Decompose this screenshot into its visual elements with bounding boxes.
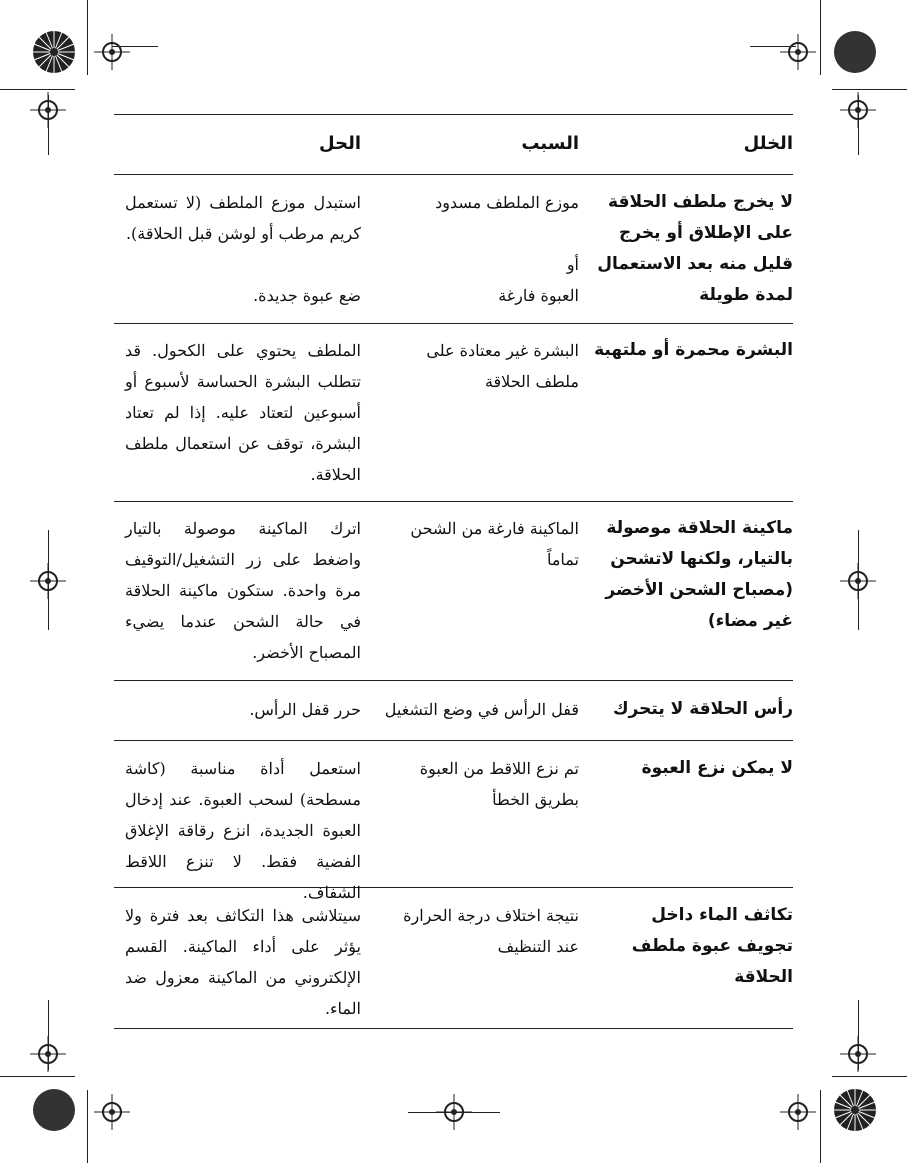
crop-line [408,1112,500,1113]
crop-line [87,0,88,75]
table-row-solution: سيتلاشى هذا التكاثف بعد فترة ولا يؤثر على أداء الماكينة. القسم الإلكتروني من الماكينة معزول ضد الماء. [125,906,361,1018]
table-row-solution: استعمل أداة مناسبة (كاشة مسطحة) لسحب العبوة. عند إدخال العبوة الجديدة، انزع رقاقة الإغلاق الفضية فقط. لا تنزع اللاقط الشفاف. [125,759,361,902]
registration-target-icon [780,34,816,70]
starburst-calibration-icon [32,30,76,74]
table-row-cause: البشرة غير معتادة على ملطف الحلاقة [426,341,579,391]
table-row-problem: لا يخرج ملطف الحلاقة على الإطلاق أو يخرج قليل منه بعد الاستعمال لمدة طويلة [597,192,793,305]
crop-line [820,1090,821,1163]
crop-line [750,46,796,47]
registration-target-icon [94,34,130,70]
header-solution: الحل [319,133,361,154]
crop-line [832,1076,907,1077]
table-row-problem: ماكينة الحلاقة موصولة بالتيار، ولكنها لاتشحن (مصباح الشحن الأخضر غير مضاء) [605,518,793,631]
crop-line [858,95,859,155]
header-cause: السبب [521,133,579,154]
table-row-cause: نتيجة اختلاف درجة الحرارة عند التنظيف [403,906,579,956]
crop-line [832,89,907,90]
table-row-problem: تكاثف الماء داخل تجويف عبوة ملطف الحلاقة [631,905,793,987]
table-row-cause: الماكينة فارغة من الشحن تماماً [410,519,579,569]
crop-line [87,1090,88,1163]
registration-target-icon [780,1094,816,1130]
starburst-calibration-icon [833,1088,877,1132]
table-rule [114,114,793,115]
table-row-cause: موزع الملطف مسدود أو العبوة فارغة [435,193,579,305]
solid-calibration-disc-icon [833,30,877,74]
crop-line [112,46,158,47]
crop-line [48,530,49,630]
crop-line [48,1000,49,1070]
solid-calibration-disc-icon [32,1088,76,1132]
table-rule [114,501,793,502]
table-rule [114,740,793,741]
table-row-solution: الملطف يحتوي على الكحول. قد تتطلب البشرة الحساسة لأسبوع أو أسبوعين لتعتاد عليه. إذا لم تعتاد البشرة، توقف عن استعمال ملطف الحلاقة. [125,341,361,484]
table-row-cause: قفل الرأس في وضع التشغيل [384,700,579,719]
table-row-solution: استبدل موزع الملطف (لا تستعمل كريم مرطب أو لوشن قبل الحلاقة). ضع عبوة جديدة. [125,193,361,305]
crop-line [858,530,859,630]
table-row-solution: اترك الماكينة موصولة بالتيار واضغط على زر التشغيل/التوقيف مرة واحدة. ستكون ماكينة الحلاقة في حالة الشحن عندما يضيء المصباح الأخضر. [125,519,361,662]
table-row-cause: تم نزع اللاقط من العبوة بطريق الخطأ [419,759,579,809]
crop-line [0,1076,75,1077]
table-rule [114,174,793,175]
table-rule [114,680,793,681]
table-row-problem: لا يمكن نزع العبوة [641,758,793,778]
crop-line [820,0,821,75]
header-problem: الخلل [743,133,793,154]
table-rule [114,323,793,324]
table-rule [114,1028,793,1029]
crop-line [0,89,75,90]
registration-target-icon [94,1094,130,1130]
table-row-problem: البشرة محمرة أو ملتهبة [594,340,793,360]
crop-line [48,95,49,155]
table-row-problem: رأس الحلاقة لا يتحرك [612,699,793,719]
crop-line [858,1000,859,1070]
table-row-solution: حرر قفل الرأس. [249,700,361,719]
